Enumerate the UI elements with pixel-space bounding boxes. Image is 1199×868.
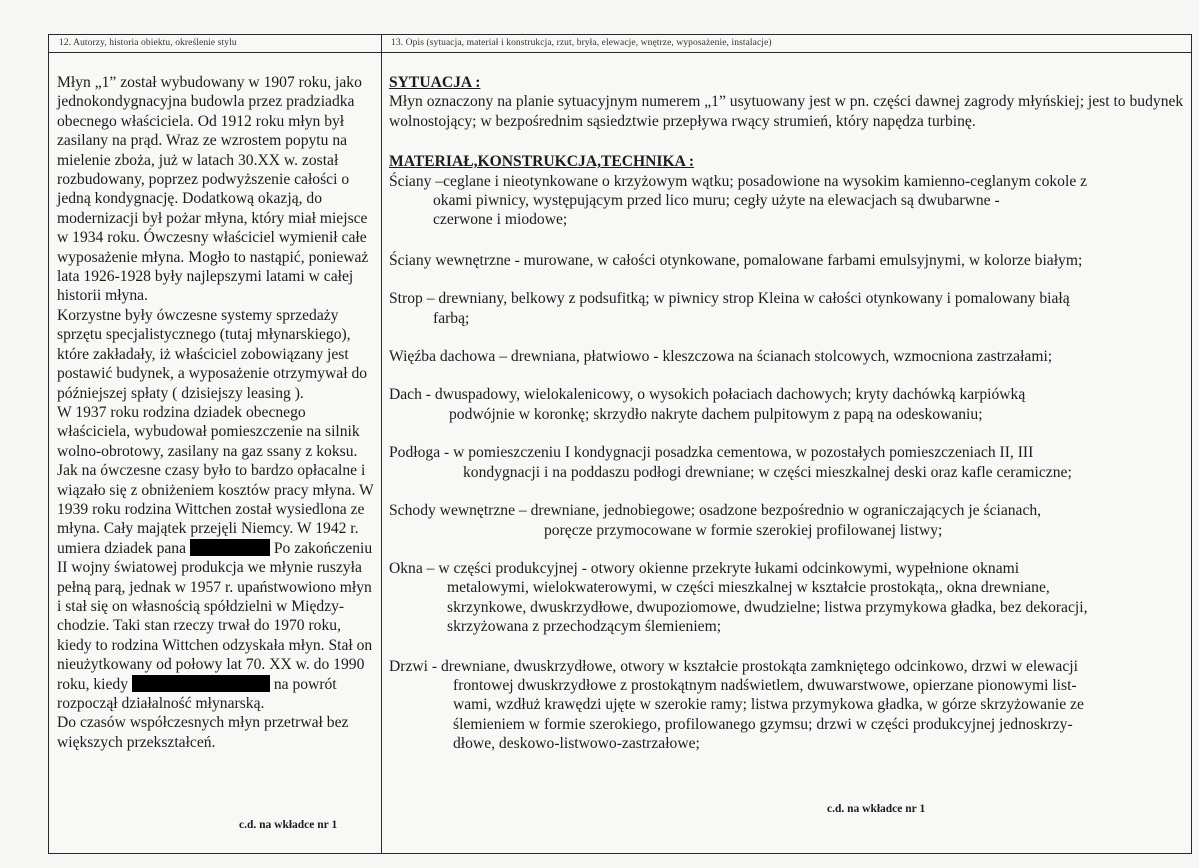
continued-note-left: c.d. na wkładce nr 1 xyxy=(239,819,338,831)
walls-line-3: czerwone i miodowe; xyxy=(433,211,568,229)
ceiling-line-1: Strop – drewniany, belkowy z podsufitką; w piwnicy strop Kleina w całości otynkowany i pomalowany białą xyxy=(389,290,1070,308)
walls-line-2: okami piwnicy, występującym przed lico muru; cegły użyte na elewacjach są dwubarwne - xyxy=(433,192,1000,210)
interior-walls-line: Ściany wewnętrzne - murowane, w całości otynkowane, pomalowane farbami emulsyjnymi, w kolorze białym; xyxy=(389,251,1083,269)
floor-line-2: kondygnacji i na poddaszu podłogi drewniane; w części mieszkalnej deski oraz kafle ceramiczne; xyxy=(463,463,1072,481)
windows-line-1: Okna – w części produkcyjnej - otwory okienne przekryte łukami odcinkowymi, wypełnione oknami xyxy=(389,559,1020,577)
entry-roof-truss xyxy=(389,347,1185,366)
redacted-name-1 xyxy=(190,539,270,556)
description-column xyxy=(389,73,1185,754)
history-column xyxy=(57,73,379,752)
ceiling-line-2: farbą; xyxy=(433,309,470,327)
floor-line-1: Podłoga - w pomieszczeniu I kondygnacji posadzka cementowa, w pozostałych pomieszczeniach II, III xyxy=(389,444,1034,462)
situation-title: SYTUACJA : xyxy=(389,74,481,91)
doors-line-2: frontowej dwuskrzydłowe z prostokątnym nadświetlem, dwuwarstwowe, opierzane pionowymi list- xyxy=(453,676,1077,694)
doors-line-5: dłowe, deskowo-listwowo-zastrzałowe; xyxy=(453,735,700,753)
entry-stairs xyxy=(389,501,1185,540)
stairs-line-1: Schody wewnętrzne – drewniane, jednobiegowe; osadzone bezpośrednio w ograniczających je ścianach, xyxy=(389,502,1042,520)
document-sheet xyxy=(48,34,1192,854)
continued-note-right: c.d. na wkładce nr 1 xyxy=(827,803,926,815)
history-paragraph-2: Korzystne były ówczesne systemy sprzedaży sprzętu specjalistycznego (tutaj młynarskiego), które zakładały, iż właściciel zobowiązany jest postawić budynek, a wyposażenie otrzymywał do późniejszej spłaty ( dzisiejszy leasing ). xyxy=(57,306,368,402)
doors-line-4: ślemieniem w formie szerokiego, profilowanego gzymsu; drzwi w części produkcyjnej jednoskrzy- xyxy=(453,715,1073,733)
entry-floor xyxy=(389,443,1185,482)
roof-line-2: podwójnie w koronkę; skrzydło nakryte dachem pulpitowym z papą na odeskowaniu; xyxy=(449,405,983,423)
stairs-line-2: poręcze przymocowane w formie szerokiej profilowanej listwy; xyxy=(544,521,943,539)
entry-windows xyxy=(389,559,1185,637)
redacted-name-2 xyxy=(132,675,270,692)
windows-line-4: skrzyżowana z przechodzącym ślemieniem; xyxy=(447,618,722,636)
entry-doors xyxy=(389,657,1185,754)
left-column-header: 12. Autorzy, historia obiektu, określenie stylu xyxy=(59,38,237,48)
windows-line-2: metalowymi, wielokwaterowymi, w części mieszkalnej w kształcie prostokąta,, okna drewniane, xyxy=(447,579,1050,597)
column-divider xyxy=(381,35,382,853)
history-paragraph-3a: W 1937 roku rodzina dziadek obecnego właściciela, wybudował pomieszczenie na silnik wolno-obrotowy, zasilany na gaz ssany z koksu. Jak na ówczesne czasy było to bardzo opłacalne i wiązało się z obniżeniem kosztów pracy młyna. W 1939 roku rodzina Wittchen został wysiedlona ze młyna. Cały majątek przejęli Niemcy. W 1942 r. umiera dziadek pana xyxy=(57,403,374,557)
windows-line-3: skrzynkowe, dwuskrzydłowe, dwupoziomowe, dwudzielne; listwa przymykowa gładka, bez dekoracji, xyxy=(447,598,1088,616)
history-paragraph-1: Młyn „1” został wybudowany w 1907 roku, jako jednokondygnacyjna budowla przez pradziadka obecnego właściciela. Od 1912 roku młyn był zasilany na prąd. Wraz ze wzrostem popytu na mielenie zboża, już w latach 30.XX w. został rozbudowany, poprzez podwyższenie całości o jedną kondygnację. Dodatkową okazją, do modernizacji był pożar młyna, który miał miejsce w 1934 roku. Ówczesny właściciel wymienił całe wyposażenie młyna. Mogło to nastąpić, ponieważ lata 1926-1928 były najlepszymi latami w całej historii młyna. xyxy=(57,74,369,305)
entry-interior-walls xyxy=(389,251,1185,270)
history-paragraph-3 xyxy=(57,403,379,714)
history-paragraph-3b: Po zakończeniu II wojny światowej produkcja we młynie ruszyła pełną parą, jednak w 1957 r. upaństwowiono młyn i stał się on własnością spółdzielni w Między-chodzie. Taki stan rzeczy trwał do 1970 roku, kiedy to rodzina Wittchen odzyskała młyn. Stał on nieużytkowany od połowy lat 70. XX w. do 1990 roku, kiedy xyxy=(57,539,373,693)
history-paragraph-3c: na powrót rozpoczął działalność młynarską. xyxy=(57,675,337,712)
roof-truss-line: Więźba dachowa – drewniana, płatwiowo - kleszczowa na ścianach stolcowych, wzmocniona zastrzałami; xyxy=(389,348,1053,366)
situation-text: Młyn oznaczony na planie sytuacyjnym numerem „1” usytuowany jest w pn. części dawnej zagrody młyńskiej; jest to budynek wolnostojący; w bezpośrednim sąsiedztwie przepływa rwący strumień, który napędza turbinę. xyxy=(389,93,1184,130)
doors-line-3: wami, wzdłuż krawędzi ujęte w szerokie ramy; listwa przymykowa gładka, w górze skrzyżowanie ze xyxy=(453,696,1084,714)
entry-roof xyxy=(389,385,1185,424)
entry-ceiling xyxy=(389,289,1185,328)
roof-line-1: Dach - dwuspadowy, wielokalenicowy, o wysokich połaciach dachowych; kryty dachówką karpiówką xyxy=(389,386,1026,404)
walls-line-1: Ściany –ceglane i nieotynkowane o krzyżowym wątku; posadowione na wysokim kamienno-ceglanym cokole z xyxy=(389,172,1088,190)
right-column-header: 13. Opis (sytuacja, materiał i konstrukcja, rzut, bryła, elewacje, wnętrze, wyposażenie, instalacje) xyxy=(391,38,772,48)
doors-line-1: Drzwi - drewniane, dwuskrzydłowe, otwory w kształcie prostokąta zamkniętego odcinkowo, drzwi w elewacji xyxy=(389,657,1078,675)
header-rule xyxy=(49,52,1191,53)
history-paragraph-4: Do czasów współczesnych młyn przetrwał bez większych przekształceń. xyxy=(57,714,349,751)
material-title: MATERIAŁ,KONSTRUKCJA,TECHNIKA : xyxy=(389,153,695,171)
entry-walls xyxy=(389,172,1185,230)
